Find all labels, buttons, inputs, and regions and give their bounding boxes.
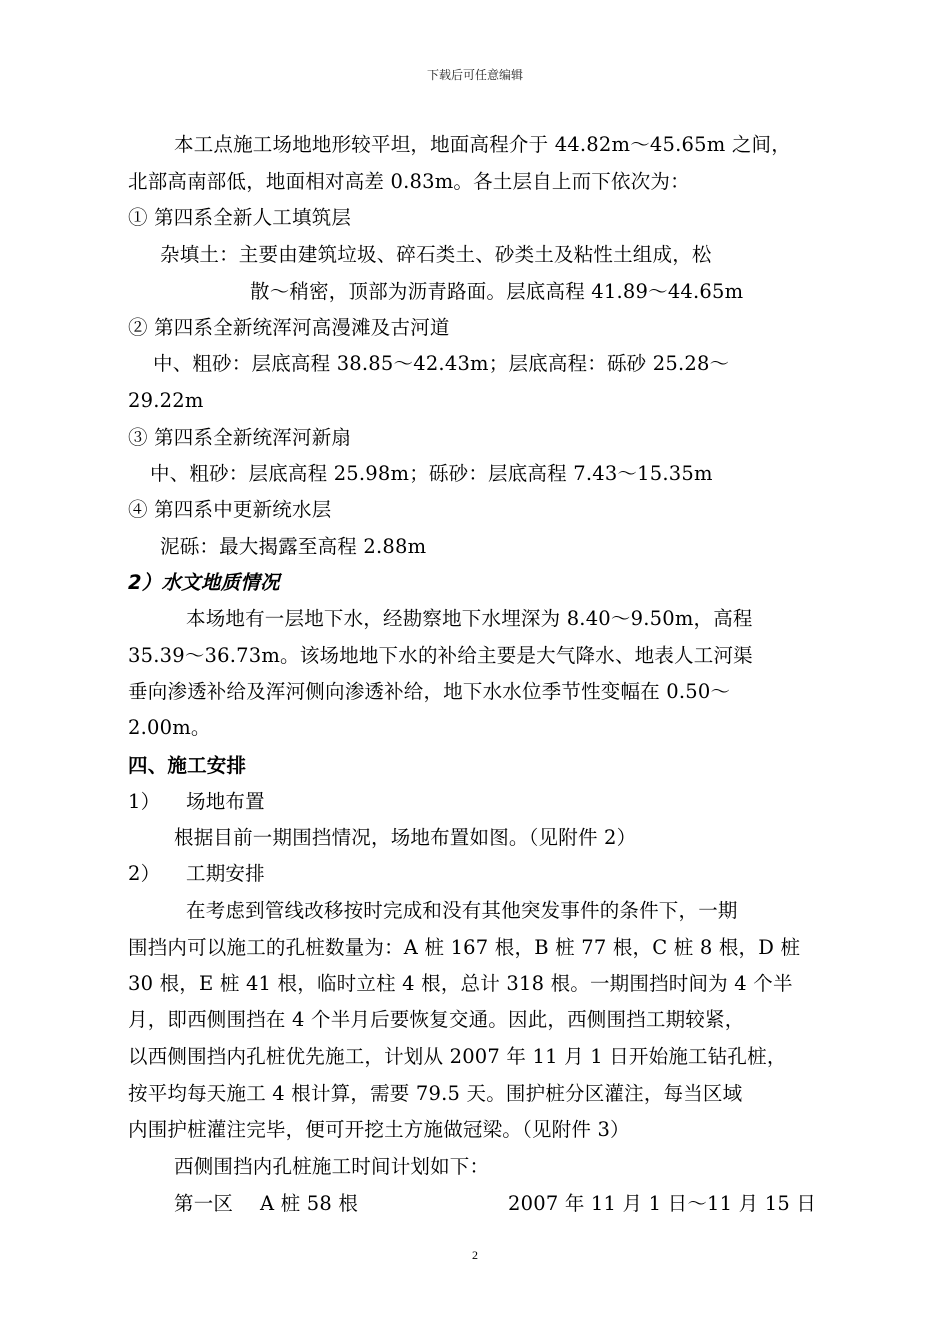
item-2-number: 2） (128, 862, 161, 885)
item-2-title: 工期安排 (186, 862, 265, 885)
layer-1-line-1: 杂填土：主要由建筑垃圾、碎石类土、砂类土及粘性土组成，松 (160, 243, 712, 266)
layer-2-line-1: 中、粗砂：层底高程 38.85～42.43m；层底高程：砾砂 25.28～ (153, 352, 730, 375)
layer-3-title: ③ 第四系全新统浑河新扇 (128, 426, 352, 449)
schedule-paragraph-line-5: 以西侧围挡内孔桩优先施工，计划从 2007 年 11 月 1 日开始施工钻孔桩， (128, 1045, 787, 1068)
schedule-paragraph-line-1: 在考虑到管线改移按时完成和没有其他突发事件的条件下，一期 (186, 899, 738, 922)
layer-3-line-1: 中、粗砂：层底高程 25.98m；砾砂：层底高程 7.43～15.35m (150, 462, 713, 485)
schedule-paragraph-line-6: 按平均每天施工 4 根计算，需要 79.5 天。围护桩分区灌注，每当区域 (128, 1082, 743, 1105)
terrain-paragraph-line-2: 北部高南部低，地面相对高差 0.83m。各土层自上而下依次为： (128, 170, 690, 193)
plan-row-piles: A 桩 58 根 (260, 1192, 359, 1215)
layer-1-title: ① 第四系全新人工填筑层 (128, 206, 352, 229)
layer-1-line-2: 散～稍密，顶部为沥青路面。层底高程 41.89～44.65m (250, 280, 744, 303)
hydro-line-2: 35.39～36.73m。该场地地下水的补给主要是大气降水、地表人工河渠 (128, 644, 753, 667)
layer-4-line-1: 泥砾：最大揭露至高程 2.88m (160, 535, 427, 558)
plan-row-dates: 2007 年 11 月 1 日～11 月 15 日 (508, 1192, 817, 1215)
item-1-text: 根据目前一期围挡情况，场地布置如图。（见附件 2） (174, 826, 637, 849)
hydro-heading: 2）水文地质情况 (128, 571, 280, 594)
schedule-paragraph-line-7: 内围护桩灌注完毕，便可开挖土方施做冠梁。（见附件 3） (128, 1118, 630, 1141)
schedule-paragraph-line-3: 30 根，E 桩 41 根，临时立柱 4 根，总计 318 根。一期围挡时间为 4 个半 (128, 972, 793, 995)
hydro-line-1: 本场地有一层地下水，经勘察地下水埋深为 8.40～9.50m，高程 (186, 607, 753, 630)
schedule-paragraph-line-2: 围挡内可以施工的孔桩数量为：A 桩 167 根，B 桩 77 根，C 桩 8 根，D 桩 (128, 936, 801, 959)
schedule-paragraph-line-4: 月，即西侧围挡在 4 个半月后要恢复交通。因此，西侧围挡工期较紧， (128, 1008, 745, 1031)
item-1-number: 1） (128, 790, 161, 813)
item-1-title: 场地布置 (186, 790, 265, 813)
header-note: 下载后可任意编辑 (426, 68, 523, 82)
plan-intro: 西侧围挡内孔桩施工时间计划如下： (174, 1155, 490, 1178)
hydro-line-3: 垂向渗透补给及浑河侧向渗透补给，地下水水位季节性变幅在 0.50～ (128, 680, 731, 703)
layer-4-title: ④ 第四系中更新统水层 (128, 498, 332, 521)
layer-2-line-2: 29.22m (128, 389, 204, 412)
arrangement-heading: 四、施工安排 (128, 754, 247, 777)
layer-2-title: ② 第四系全新统浑河高漫滩及古河道 (128, 316, 450, 339)
hydro-line-4: 2.00m。 (128, 716, 211, 739)
plan-row-zone: 第一区 (174, 1192, 234, 1215)
terrain-paragraph-line-1: 本工点施工场地地形较平坦，地面高程介于 44.82m～45.65m 之间， (174, 133, 791, 156)
page-number: 2 (472, 1248, 478, 1262)
